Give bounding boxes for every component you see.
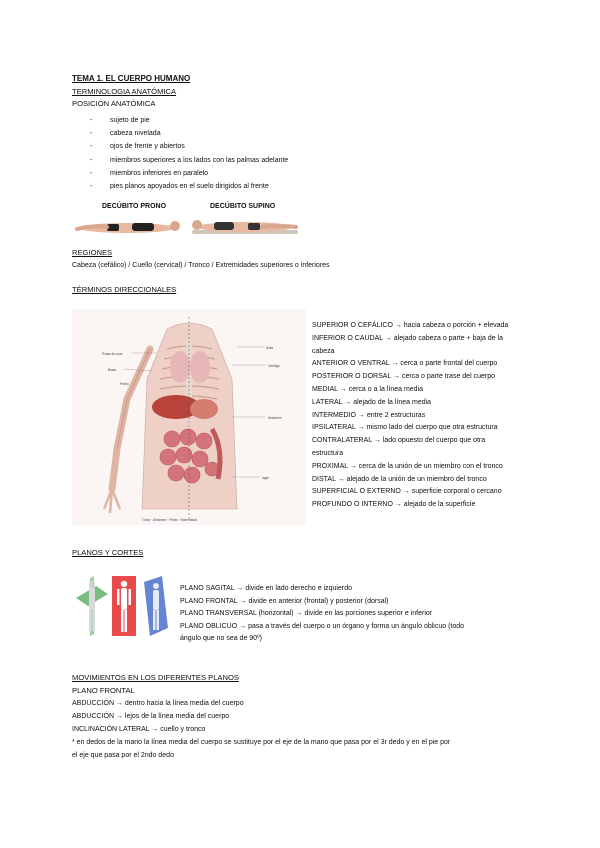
sagittal-plane-figure [76, 576, 108, 636]
list-item: SUPERFICIAL O EXTERNO → superficie corporal o cercano [312, 488, 502, 496]
movement-note: * en dedos de la mano la línea media del cuerpo se sustituye por el eje de la mano que pasa por el 3r dedo y en el pie por [72, 739, 451, 746]
list-item: IPSILATERAL → mismo lado del cuerpo que otra estructura [312, 424, 498, 432]
list-item: PROFUNDO O INTERNO → alejado de la superficie [312, 501, 476, 509]
heading-regions: REGIONES [72, 248, 113, 257]
movement-line: ABDUCCIÓN → dentro hacia la línea media del cuerpo [72, 700, 244, 707]
movement-line: ABDUCCIÓN → lejos de la línea media del cuerpo [72, 713, 230, 720]
list-item: LATERAL → alejado de la línea media [312, 398, 432, 406]
heading-anatomical-position: POSICIÓN ANATÓMICA [72, 99, 156, 108]
list-item: CONTRALATERAL → lado opuesto del cuerpo que otra [312, 437, 486, 445]
svg-text:Ombligo: Ombligo [268, 364, 280, 368]
list-item: estructura [312, 449, 344, 457]
list-item: POSTERIOR O DORSAL → cerca o parte trase del cuerpo [312, 373, 495, 381]
list-item: cabeza [312, 347, 335, 355]
label-decubito-prono: DECÚBITO PRONO [102, 203, 167, 210]
list-item: - sujeto de pie [90, 117, 150, 124]
movement-line: INCLINACIÓN LATERAL → cuello y tronco [72, 726, 206, 733]
anatomy-torso-illustration [72, 309, 306, 525]
body-planes-illustration [72, 572, 172, 642]
anatomical-position-list [90, 114, 288, 193]
list-item: PLANO TRANSVERSAL (horizontal) → divide en las porciones superior e inferior [180, 610, 433, 618]
list-item: PROXIMAL → cerca de la unión de un miembro con el tronco [312, 462, 503, 470]
svg-text:Pecho: Pecho [120, 382, 130, 386]
movement-note-continued: el eje que pasa por el 2ndo dedo [72, 752, 174, 759]
svg-text:Punta de codo: Punta de codo [102, 352, 123, 356]
decubito-prono-figure [72, 214, 182, 238]
list-item: PLANO SAGITAL → divide en lado derecho e izquierdo [180, 585, 352, 592]
directional-terms-list [312, 320, 544, 512]
list-item: PLANO OBLICUO → pasa a través del cuerpo o un órgano y forma un ángulo oblicuo (todo [180, 622, 465, 630]
list-item: - miembros inferiores en paralelo [90, 169, 209, 177]
list-item: - cabeza nivelada [90, 130, 161, 138]
svg-text:Abdomen: Abdomen [268, 416, 282, 420]
svg-text:Tórax · Abdomen · Pelvis · Ext: Tórax · Abdomen · Pelvis · Extremidad [142, 518, 197, 522]
list-item: - ojos de frente y abiertos [90, 143, 185, 151]
label-decubito-supino: DECÚBITO SUPINO [210, 203, 276, 210]
heading-frontal-plane: PLANO FRONTAL [72, 686, 135, 695]
heading-directional-terms: TÉRMINOS DIRECCIONALES [72, 285, 177, 294]
heading-planes: PLANOS Y CORTES [72, 548, 144, 557]
regions-text: Cabeza (cefálico) / Cuello (cervical) / Tronco / Extremidades superiores o inferiores [72, 262, 330, 269]
frontal-plane-figure [112, 576, 136, 636]
list-item: ANTERIOR O VENTRAL → cerca o parte frontal del cuerpo [312, 360, 498, 368]
svg-text:Brazo: Brazo [108, 368, 117, 372]
page-title: TEMA 1. EL CUERPO HUMANO [72, 74, 191, 83]
transverse-plane-figure [144, 576, 168, 636]
planes-list [180, 583, 510, 646]
subtitle-terminology: TERMINOLOGIA ANATÓMICA [72, 87, 177, 96]
list-item: INTERMEDIO → entre 2 estructuras [312, 411, 426, 419]
heading-movements: MOVIMIENTOS EN LOS DIFERENTES PLANOS [72, 673, 239, 682]
list-item: ángulo que no sea de 90º) [180, 635, 262, 643]
decubito-supino-figure [190, 214, 300, 238]
svg-text:Ingle: Ingle [262, 476, 269, 480]
list-item: - miembros superiores a los lados con las palmas adelante [90, 156, 289, 164]
list-item: PLANO FRONTAL → divide en anterior (frontal) y posterior (dorsal) [180, 597, 389, 605]
list-item: SUPERIOR O CEFÁLICO → hacia cabeza o porción + elevada [312, 322, 509, 329]
list-item: MEDIAL → cerca o a la línea media [312, 385, 424, 393]
svg-text:Axila: Axila [266, 346, 273, 350]
list-item: DISTAL → alejado de la unión de un miembro del tronco [312, 475, 487, 483]
list-item: - pies planos apoyados en el suelo dirigidos al frente [90, 183, 269, 191]
list-item: INFERIOR O CAUDAL → alejado cabeza o parte + baja de la [312, 334, 503, 342]
